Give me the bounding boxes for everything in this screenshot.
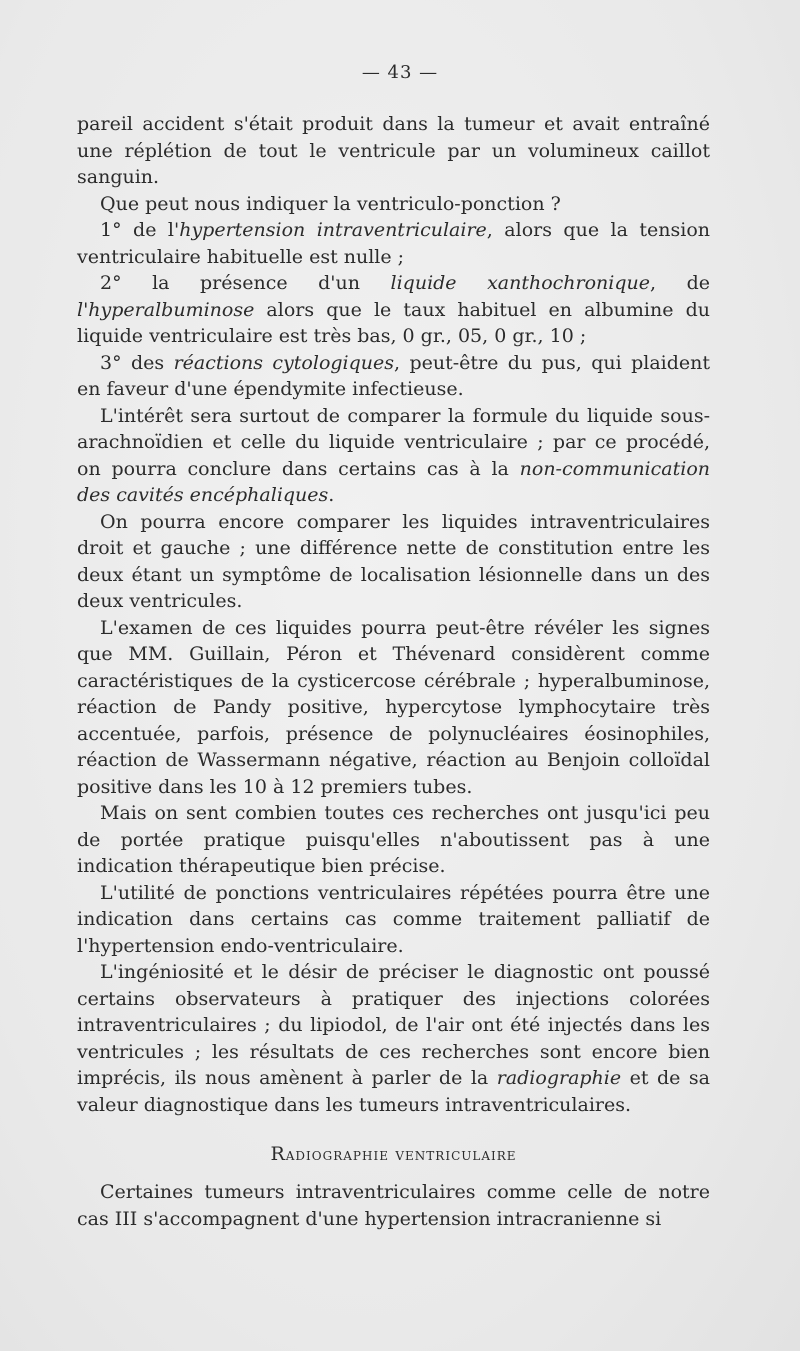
text-run: , peut-être du pus, qui plaident en faveur d'une épendymite infectieuse. <box>77 351 711 400</box>
paragraph <box>77 403 710 509</box>
paragraph: L'utilité de ponctions ventriculaires répétées pourra être une indication dans certains cas comme traitement palliatif de l'hypertension endo-ventriculaire. <box>77 881 710 957</box>
text-run: . <box>328 484 335 506</box>
paragraph: Que peut nous indiquer la ventriculo-ponction ? <box>100 192 561 215</box>
italic-term: réactions cytologiques <box>173 351 395 374</box>
paragraph: L'examen de ces liquides pourra peut-être révéler les signes que MM. Guillain, Péron et Thévenard considèrent comme caractéristiques de la cysticercose cérébrale ; hyperalbuminose, réaction de Pandy positive, hypercytose lymphocytaire très accentuée, parfois, présence de polynucléaires éosinophiles, réaction de Wassermann négative, réaction au Benjoin colloïdal positive dans les 10 à 12 premiers tubes. <box>77 616 710 798</box>
text-run: , alors que la tension ventriculaire habituelle est nulle ; <box>77 219 710 268</box>
paragraph: On pourra encore comparer les liquides intraventriculaires droit et gauche ; une différence nette de constitution entre les deux étant un symptôme de localisation lésionnelle dans un des deux ventricules. <box>77 510 710 612</box>
italic-term: liquide xanthochronique <box>390 272 651 294</box>
italic-term: radiographie <box>496 1067 622 1089</box>
paragraph: pareil accident s'était produit dans la tumeur et avait entraîné une réplétion de tout le ventricule par un volumineux caillot sanguin. <box>77 113 710 188</box>
italic-term: non-communication des cavités encéphaliques <box>77 457 710 506</box>
paragraph <box>77 959 710 1118</box>
text-run: 1° de l' <box>100 219 180 241</box>
heading-initial: R <box>270 1143 286 1165</box>
page-number: — 43 — <box>361 62 439 83</box>
text-run: et de sa valeur diagnostique dans les tumeurs intraventriculaires. <box>77 1067 710 1116</box>
paragraph-list-item-1 <box>77 217 710 270</box>
text-run: 2° la présence d'un <box>100 272 391 294</box>
paragraph-list-item-2 <box>77 270 710 350</box>
paragraph: Certaines tumeurs intraventriculaires comme celle de notre cas III s'accompagnent d'une hypertension intracranienne si <box>77 1181 710 1230</box>
section-heading <box>77 1143 710 1165</box>
italic-term: hypertension intraventriculaire <box>179 219 487 241</box>
text-run: alors que le taux habituel en albumine du liquide ventriculaire est très bas, 0 gr., 05, 0 gr., 10 ; <box>77 298 710 347</box>
heading-rest: adiographie ventriculaire <box>285 1145 517 1165</box>
body-text <box>77 111 710 1232</box>
text-run: L'intérêt sera surtout de comparer la formule du liquide sous-arachnoïdien et celle du liquide ventriculaire ; par ce procédé, on pourra conclure dans certains cas à la <box>77 404 710 480</box>
text-run: 3° des <box>100 351 174 374</box>
italic-term: l'hyperalbuminose <box>77 298 255 321</box>
text-run: L'ingéniosité et le désir de préciser le diagnostic ont poussé certains observateurs à pratiquer des injections colorées intraventriculaires ; du lipiodol, de l'air ont été injectés dans les ventricules ; les résultats de ces recherches sont encore bien imprécis, ils nous amènent à parler de la <box>77 961 710 1089</box>
text-run: , de <box>650 272 710 294</box>
paragraph: Mais on sent combien toutes ces recherches ont jusqu'ici peu de portée pratique puisqu'elles n'aboutissent pas à une indication thérapeutique bien précise. <box>77 802 710 877</box>
paragraph-list-item-3 <box>77 350 710 403</box>
